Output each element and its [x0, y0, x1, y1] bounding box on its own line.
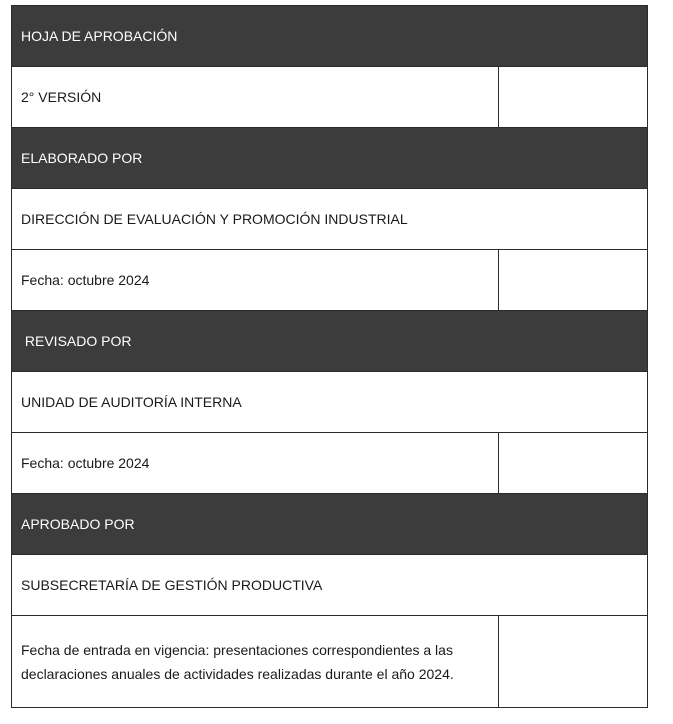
prepared-unit: DIRECCIÓN DE EVALUACIÓN Y PROMOCIÓN INDUSTRIAL [12, 189, 648, 250]
approved-heading: APROBADO POR [12, 494, 648, 555]
reviewed-heading: REVISADO POR [12, 311, 648, 372]
prepared-date: Fecha: octubre 2024 [12, 250, 499, 311]
sheet-title: HOJA DE APROBACIÓN [12, 6, 648, 67]
version-label: 2° VERSIÓN [12, 67, 499, 128]
prepared-date-row [12, 250, 648, 311]
reviewed-unit-row [12, 372, 648, 433]
reviewed-date-row [12, 433, 648, 494]
reviewed-date: Fecha: octubre 2024 [12, 433, 499, 494]
prepared-heading: ELABORADO POR [12, 128, 648, 189]
effective-date-row [12, 616, 648, 708]
reviewed-header-row [12, 311, 648, 372]
title-row [12, 6, 648, 67]
version-empty-cell [499, 67, 648, 128]
effective-date-line-1: Fecha de entrada en vigencia: presentaciones correspondientes a las [21, 641, 453, 658]
approved-signature-cell [499, 616, 648, 708]
effective-date-cell [12, 616, 499, 708]
approval-sheet [11, 5, 647, 708]
approval-table [11, 5, 648, 708]
version-row [12, 67, 648, 128]
approved-unit-row [12, 555, 648, 616]
reviewed-unit: UNIDAD DE AUDITORÍA INTERNA [12, 372, 648, 433]
approved-unit: SUBSECRETARÍA DE GESTIÓN PRODUCTIVA [12, 555, 648, 616]
effective-date-line-2: declaraciones anuales de actividades realizadas durante el año 2024. [21, 665, 454, 682]
prepared-signature-cell [499, 250, 648, 311]
approved-header-row [12, 494, 648, 555]
reviewed-signature-cell [499, 433, 648, 494]
prepared-header-row [12, 128, 648, 189]
prepared-unit-row [12, 189, 648, 250]
